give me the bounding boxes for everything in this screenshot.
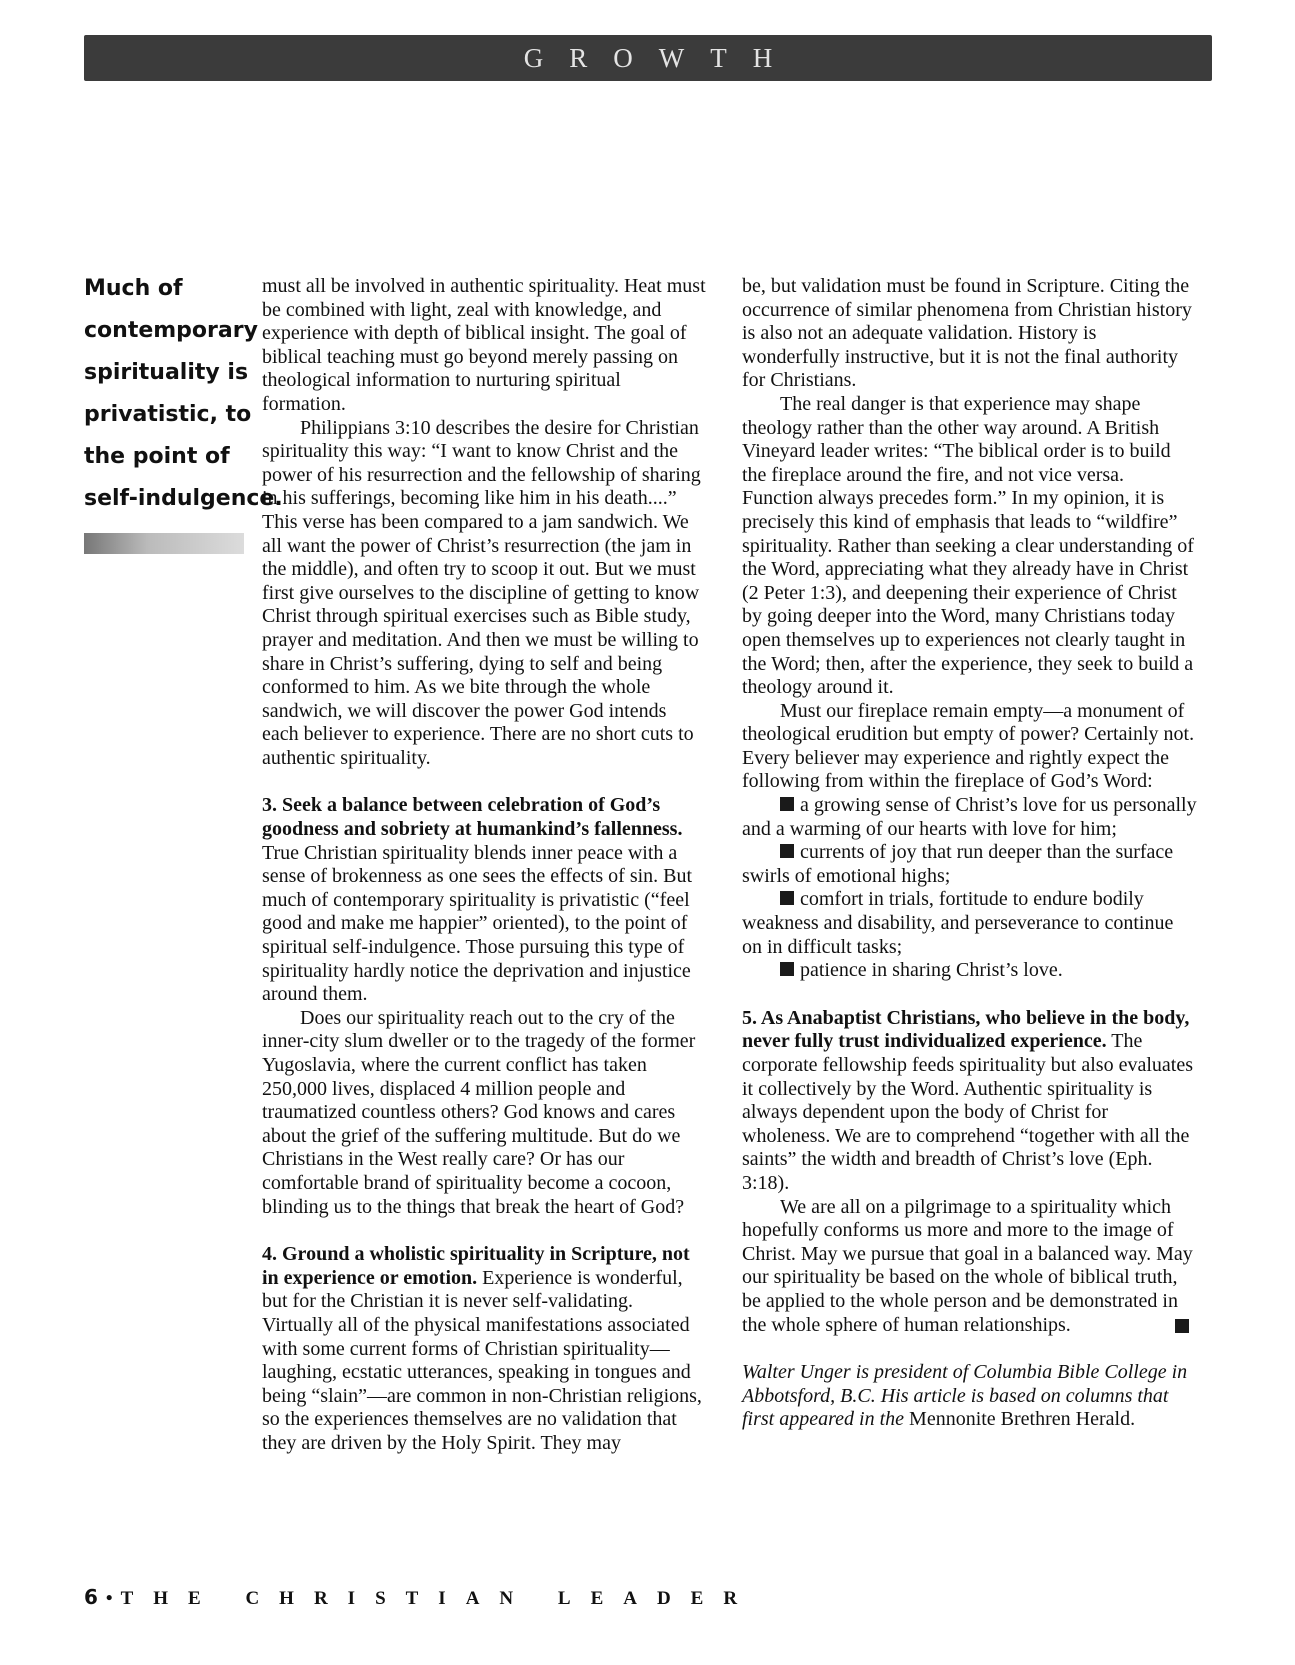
square-bullet-icon	[780, 962, 794, 976]
body-paragraph: be, but validation must be found in Scripture. Citing the occurrence of similar phenomena from Christian history is also not an adequate validation. History is wonderfully instructive, but it is not the final authority for Christians.	[742, 275, 1192, 392]
section-heading: 4. Ground a wholistic spirituality in Scripture, not in experience or emotion.	[262, 1243, 690, 1289]
section-heading: 3. Seek a balance between celebration of God’s goodness and sobriety at humankind’s fallenness.	[262, 794, 683, 841]
body-paragraph: The real danger is that experience may shape theology rather than the other way around. A British Vineyard leader writes: “The biblical order is to build the fireplace around the fire, and not vice versa. Function always precedes form.” In my opinion, it is precisely this kind of emphasis that leads to “wildfire” spirituality. Rather than seeking a clear understanding of the Word, appreciating what they already have in Christ (2 Peter 1:3), and deepening their experience of Christ by going deeper into the Word, many Christians today open themselves up to experiences not clearly taught in the Word; then, after the experience, they seek to build a theology around it.	[742, 392, 1194, 699]
section-4	[262, 1243, 707, 1455]
publication-name: THE CHRISTIAN LEADER	[120, 1588, 758, 1609]
body-paragraph: Must our fireplace remain empty—a monument of theological erudition but empty of power? Certainly not. Every believer may experience and rightly expect the following from within the fireplace of God’s Word:	[742, 699, 1195, 793]
footer-separator: •	[105, 1588, 113, 1609]
pull-quote-line: spirituality is	[84, 360, 249, 385]
bullet-item: patience in sharing Christ’s love.	[742, 959, 1197, 983]
section-3	[262, 794, 707, 1006]
body-paragraph: Does our spirituality reach out to the cry of the inner-city slum dweller or to the tragedy of the former Yugoslavia, where the current conflict has taken 250,000 lives, displaced 4 million people and traumatized countless others? God knows and cares about the grief of the suffering multitude. But do we Christians in the West really care? Or has our comfortable brand of spirituality become a cocoon, blinding us to the things that break the heart of God?	[262, 1006, 696, 1218]
square-bullet-icon	[780, 844, 794, 858]
section-body: The corporate fellowship feeds spirituality but also evaluates it collectively by the Word. Authentic spirituality is always dependent upon the body of Christ for wholeness. We are to comprehend “together with all the saints” the width and breadth of Christ’s love (Eph. 3:18).	[742, 1030, 1193, 1194]
bullet-item: currents of joy that run deeper than the surface swirls of emotional highs;	[742, 841, 1174, 887]
pull-quote-rule	[84, 533, 244, 554]
square-bullet-icon	[780, 797, 794, 811]
pull-quote-line: privatistic, to	[84, 402, 252, 427]
pull-quote	[84, 268, 283, 520]
body-paragraph: Philippians 3:10 describes the desire for Christian spirituality this way: “I want to know Christ and the power of his resurrection and the fellowship of sharing in his sufferings, becoming like him in his death....” This verse has been compared to a jam sandwich. We all want the power of Christ’s resurrection (the jam in the middle), and often try to scoop it out. But we must first give ourselves to the discipline of getting to know Christ through spiritual exercises such as Bible study, prayer and meditation. And then we must be willing to share in Christ’s suffering, dying to self and being conformed to him. As we bite through the whole sandwich, we will discover the power God intends each believer to experience. There are no short cuts to authentic spirituality.	[262, 416, 701, 769]
author-bio: Walter Unger is president of Columbia Bible College in Abbotsford, B.C. His article is based on columns that first appeared in the Mennonite Brethren Herald.	[742, 1361, 1188, 1431]
section-5	[742, 1007, 1197, 1196]
section-body: True Christian spirituality blends inner peace with a sense of brokenness as one sees the effects of sin. But much of contemporary spirituality is privatistic (“feel good and make me happier” oriented), to the point of spiritual self-indulgence. Those pursuing this type of spirituality hardly notice the deprivation and injustice around them.	[262, 841, 693, 1006]
page-number: 6	[84, 1585, 98, 1609]
article-column-right	[742, 275, 1197, 1432]
section-title: GROWTH	[523, 43, 799, 73]
body-paragraph: must all be involved in authentic spirituality. Heat must be combined with light, zeal with knowledge, and experience with depth of biblical insight. The goal of biblical teaching must go beyond merely passing on theological information to nurturing spiritual formation.	[262, 275, 706, 415]
pull-quote-line: self-indulgence.	[84, 486, 283, 511]
article-column-left	[262, 275, 707, 1456]
end-mark-icon	[1175, 1319, 1189, 1333]
square-bullet-icon	[780, 891, 794, 905]
pull-quote-line: contemporary	[84, 318, 258, 343]
bio-magazine-name: Mennonite Brethren Herald.	[909, 1408, 1136, 1431]
closing-paragraph: We are all on a pilgrimage to a spirituality which hopefully conforms us more and more to the image of Christ. May we pursue that goal in a balanced way. May our spirituality be based on the whole of biblical truth, be applied to the whole person and be demonstrated in the whole sphere of human relationships.	[742, 1195, 1193, 1336]
section-banner	[84, 35, 1212, 81]
pull-quote-line: Much of	[84, 276, 183, 301]
bullet-item: comfort in trials, fortitude to endure bodily weakness and disability, and perseverance to continue on in difficult tasks;	[742, 888, 1174, 958]
section-heading: 5. As Anabaptist Christians, who believe in the body, never fully trust individualized experience.	[742, 1006, 1190, 1053]
bullet-item: a growing sense of Christ’s love for us personally and a warming of our hearts with love for him;	[742, 794, 1197, 840]
page-footer	[84, 1585, 757, 1610]
section-body: Experience is wonderful, but for the Christian it is never self-validating. Virtually all of the physical manifestations associated with some current forms of Christian spirituality—laughing, ecstatic utterances, speaking in tongues and being “slain”—are common in non-Christian religions, so the experiences themselves are no validation that they are driven by the Holy Spirit. They may	[262, 1266, 702, 1454]
pull-quote-line: the point of	[84, 444, 230, 469]
